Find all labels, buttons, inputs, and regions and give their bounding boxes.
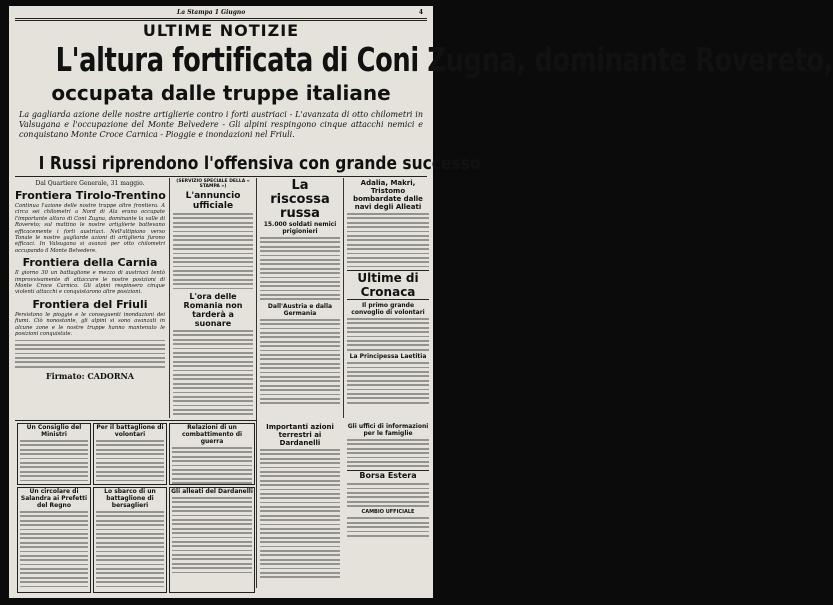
paper-name: La Stampa 1 Giugno: [177, 9, 246, 16]
text-lines: [20, 511, 88, 587]
article-title: Il primo grande convoglio di volontari: [351, 302, 425, 317]
news-box: [17, 423, 91, 485]
text-lines: [260, 319, 340, 404]
mid-rule: [15, 176, 427, 177]
masthead-strip: [9, 8, 433, 17]
box-title: Un circolare di Salandra ai Prefetti del Regno: [20, 488, 88, 509]
news-box: [169, 487, 255, 593]
column-rule: [343, 178, 344, 418]
market-subtitle: CAMBIO UFFICIALE: [361, 509, 415, 516]
box-title: Relazioni di un combattimento di guerra: [181, 424, 243, 445]
text-lines: [347, 318, 429, 351]
article-title: L'ora delle Romania non tarderà a suonare: [183, 292, 243, 329]
figures-line: 15.000 soldati nemici prigionieri: [263, 221, 337, 235]
top-rule: [15, 18, 427, 19]
text-lines: [20, 440, 88, 481]
text-lines: [15, 340, 165, 368]
section-text: Il giorno 30 un battaglione e mezzo di austriaci tentò improvvisamente di attaccare le nostre posizioni di Monte Croce Carnico. Gli alpini respinsero cinque violenti attacchi e conquistarono altre posizioni.: [15, 270, 165, 296]
caption: Dall'Austria e dalla Germania: [267, 302, 333, 317]
newspaper-page: [9, 6, 833, 598]
lower-right-column: [347, 423, 429, 591]
section-title: Frontiera della Carnia: [22, 256, 158, 270]
section-header: Ultime di Cronaca: [347, 270, 429, 300]
article-title: La Principessa Laetitia: [349, 353, 427, 361]
lower-middle-column: [260, 423, 340, 591]
news-box: [93, 423, 167, 485]
section-title: Frontiera del Friuli: [32, 297, 148, 311]
section-title: Frontiera Tirolo-Trentino: [15, 189, 166, 202]
section-text: Persistono le pioggie e le conseguenti inondazioni dei fiumi. Ciò nonostante, gli alpini si sono avanzati in alcune zone e le nostre truppe hanno mantenuto le posizioni conquistate.: [15, 311, 165, 338]
middle-column-left: [173, 179, 253, 419]
box-title: Un Consiglio del Ministri: [26, 424, 82, 438]
text-lines: [347, 439, 429, 467]
kicker: ULTIME NOTIZIE: [142, 21, 300, 40]
signature: Firmato: CADORNA: [46, 370, 134, 381]
second-headline: I Russi riprendono l'offensiva con grande successo: [38, 153, 481, 174]
column-rule: [256, 178, 257, 588]
main-headline: L'altura fortificata di Coni Zugna, dominante Rovereto,: [55, 40, 833, 79]
article-title: La riscossa russa: [270, 178, 330, 221]
section-text: Continua l'azione delle nostre truppe oltre frontiera. A circa sei chilometri a Nord di Ala erano occupate l'importante altura di Coni Zugna, dominante la valle di Rovereto; sul mattino le nostre artiglierie battevano efficacemente i forti austriaci. Nell'altipiano verso Tonale le nostre gagliarde azioni di artiglieria furono efficaci. In Valsugana si avanzò per otto chilometri occupando il Monte Belvedere.: [15, 203, 165, 254]
middle-column-right: [260, 179, 340, 419]
market-title: Borsa Estera: [347, 470, 429, 481]
news-box: [169, 423, 255, 485]
news-box: [93, 487, 167, 593]
text-lines: [96, 511, 164, 587]
box-title: Per il battaglione di volontari: [96, 424, 164, 438]
text-lines: [347, 213, 429, 267]
column-rule: [169, 178, 170, 418]
news-box: [17, 487, 91, 593]
box-title: Lo sbarco di un battaglione di bersaglieri: [104, 488, 156, 509]
text-lines: [347, 517, 429, 536]
lower-rule: [15, 420, 257, 421]
left-column: [15, 180, 165, 384]
page-number: 4: [418, 9, 423, 16]
subheadline: occupata dalle truppe italiane: [51, 81, 391, 105]
text-lines: [172, 497, 252, 573]
article-title: Importanti azioni terrestri ai Dardanelli: [266, 423, 334, 447]
text-lines: [260, 237, 340, 300]
text-lines: [347, 483, 429, 507]
text-lines: [260, 449, 340, 578]
summary-paragraph: La gagliarda azione delle nostre artiglierie contro i forti austriaci - L'avanzata di otto chilometri in Valsugana e l'occupazione del Monte Belvedere - Gli alpini respingono cinque attacchi nemici e conquistano Monte Croce Carnica - Pioggie e inondazioni nel Friuli.: [19, 110, 423, 139]
article-title: Gli uffici di informazioni per le famiglie: [347, 423, 429, 437]
article-title: L'annuncio ufficiale: [185, 191, 241, 211]
right-column: [347, 179, 429, 419]
service-tag: (SERVIZIO SPECIALE DELLA « STAMPA »): [176, 179, 250, 189]
text-lines: [172, 447, 252, 488]
text-lines: [173, 213, 253, 289]
text-lines: [96, 440, 164, 481]
text-lines: [173, 330, 253, 415]
dateline: Dal Quartiere Generale, 31 maggio.: [35, 180, 145, 187]
text-lines: [347, 362, 429, 403]
article-title: Adalia, Makri, Tristomo bombardate dalle navi degli Alleati: [353, 179, 423, 211]
box-title: Gli alleati del Dardanelli: [171, 488, 253, 495]
